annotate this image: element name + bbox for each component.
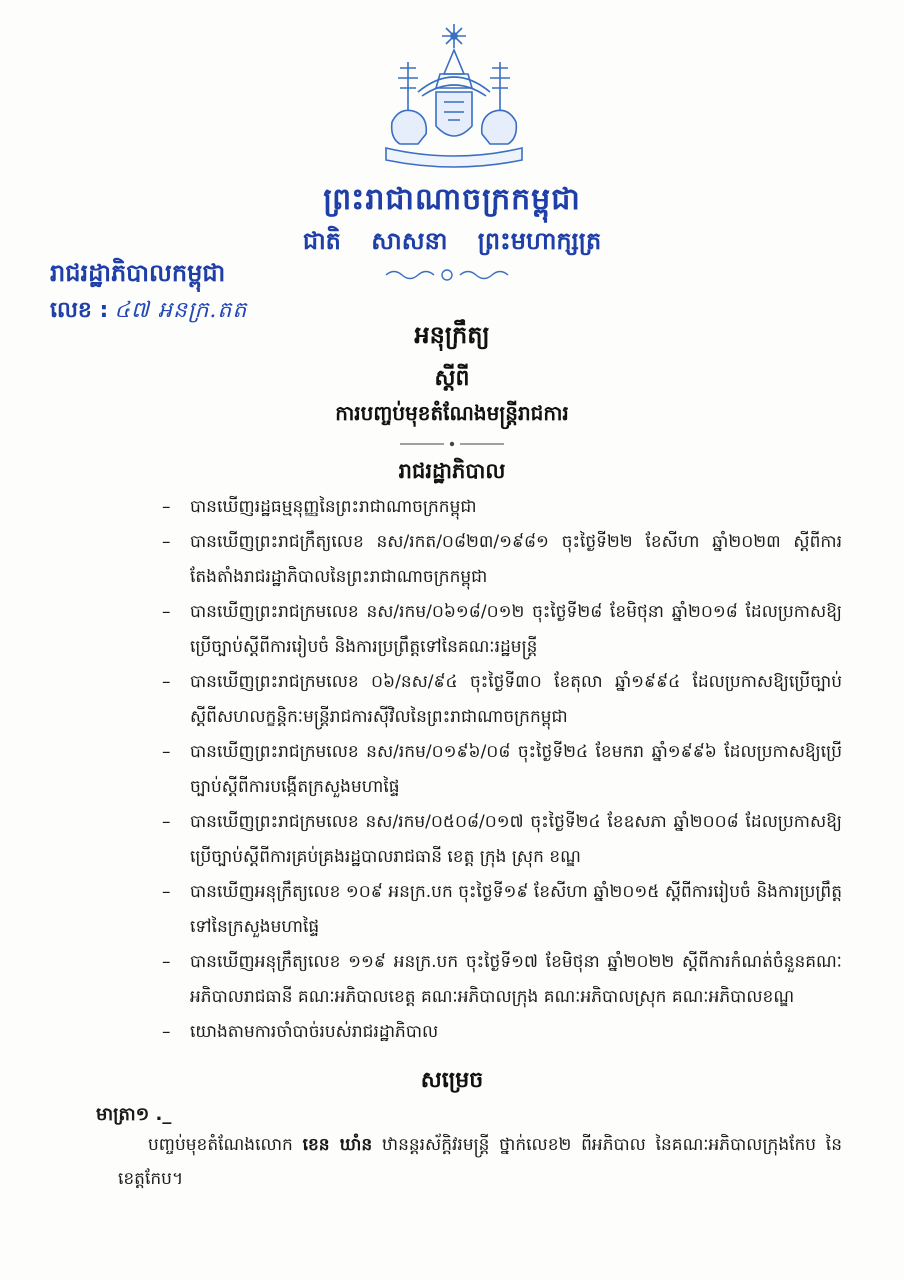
list-item: – បានឃើញព្រះរាជក្រមលេខ នស/រកម/០១៩៦/០៨ ចុះថ្ងៃទី២៤ ខែមករា ឆ្នាំ១៩៩៦ ដែលប្រកាសឱ្យប្រើច្បាប់ស្តីពីការបង្កើតក្រសួងមហាផ្ទៃ	[162, 742, 842, 797]
list-item: – បានឃើញព្រះរាជក្រឹត្យលេខ នស/រកត/០៨២៣/១៩៨១ ចុះថ្ងៃទី២២ ខែសីហា ឆ្នាំ២០២៣ ស្តីពីការតែងតាំងរាជរដ្ឋាភិបាលនៃព្រះរាជាណាចក្រកម្ពុជា	[162, 532, 842, 587]
list-item: – បានឃើញព្រះរាជក្រមលេខ នស/រកម/០៦១៨/០១២ ចុះថ្ងៃទី២៨ ខែមិថុនា ឆ្នាំ២០១៨ ដែលប្រកាសឱ្យប្រើច្បាប់ស្តីពីការរៀបចំ និងការប្រព្រឹត្តទៅនៃគណៈរដ្ឋមន្ត្រី	[162, 602, 842, 657]
decision-heading: សម្រេច	[420, 1068, 484, 1093]
list-item: – បានឃើញអនុក្រឹត្យលេខ ១០៩ អនក្រ.បក ចុះថ្ងៃទី១៩ ខែសីហា ឆ្នាំ២០១៥ ស្តីពីការរៀបចំ និងការប្រព្រឹត្តទៅនៃក្រសួងមហាផ្ទៃ	[162, 882, 842, 937]
list-item: – បានឃើញព្រះរាជក្រមលេខ ០៦/នស/៩៤ ចុះថ្ងៃទី៣០ ខែតុលា ឆ្នាំ១៩៩៤ ដែលប្រកាសឱ្យប្រើច្បាប់ស្តីពីសហលក្ខន្តិកៈមន្ត្រីរាជការស៊ីវិលនៃព្រះរាជាណាចក្រកម្ពុជា	[162, 672, 842, 727]
official-name: ខេន ឃាំន	[302, 1135, 373, 1155]
reference-label: លេខ :	[50, 298, 109, 323]
article-label: មាត្រា១ ._	[96, 1104, 172, 1125]
kingdom-name: ព្រះរាជាណាចក្រកម្ពុជា	[323, 182, 581, 217]
preamble-clauses	[162, 490, 842, 1050]
article-body: បញ្ចប់មុខតំណែងលោក ខេន ឃាំន ឋានន្តរស័ក្តិវរមន្ត្រី ថ្នាក់លេខ២ ពីអភិបាល នៃគណៈអភិបាលក្រុងកែប នៃខេត្តកែប។	[118, 1135, 842, 1189]
document-type: អនុក្រឹត្យ	[414, 321, 490, 349]
list-item: – បានឃើញអនុក្រឹត្យលេខ ១១៩ អនក្រ.បក ចុះថ្ងៃទី១៧ ខែមិថុនា ឆ្នាំ២០២២ ស្តីពីការកំណត់ចំនួនគណៈអភិបាលរាជធានី គណៈអភិបាលខេត្ត គណៈអភិបាលក្រុង គណៈអភិបាលស្រុក គណៈអភិបាលខណ្ឌ	[162, 952, 842, 1007]
national-motto: ជាតិ សាសនា ព្រះមហាក្សត្រ	[302, 227, 602, 255]
list-item: – យោងតាមការចាំបាច់របស់រាជរដ្ឋាភិបាល	[162, 1022, 439, 1042]
list-item: – បានឃើញរដ្ឋធម្មនុញ្ញនៃព្រះរាជាណាចក្រកម្ពុជា	[162, 497, 477, 517]
list-item: – បានឃើញព្រះរាជក្រមលេខ នស/រកម/០៥០៨/០១៧ ចុះថ្ងៃទី២៤ ខែឧសភា ឆ្នាំ២០០៨ ដែលប្រកាសឱ្យប្រើច្បាប់ស្តីពីការគ្រប់គ្រងរដ្ឋបាលរាជធានី ខេត្ត ក្រុង ស្រុក ខណ្ឌ	[162, 812, 842, 867]
document-about: ស្តីពី	[434, 366, 470, 391]
ministry-name: រាជរដ្ឋាភិបាលកម្ពុជា	[50, 259, 226, 287]
ornament-divider-icon	[382, 266, 512, 284]
title-divider-icon	[400, 441, 504, 447]
reference-value: ៤៧ អនក្រ.តត	[114, 298, 248, 323]
royal-arms-emblem-icon	[378, 22, 530, 172]
authority-heading: រាជរដ្ឋាភិបាល	[398, 459, 506, 483]
document-subject: ការបញ្ចប់មុខតំណែងមន្ត្រីរាជការ	[335, 401, 569, 425]
